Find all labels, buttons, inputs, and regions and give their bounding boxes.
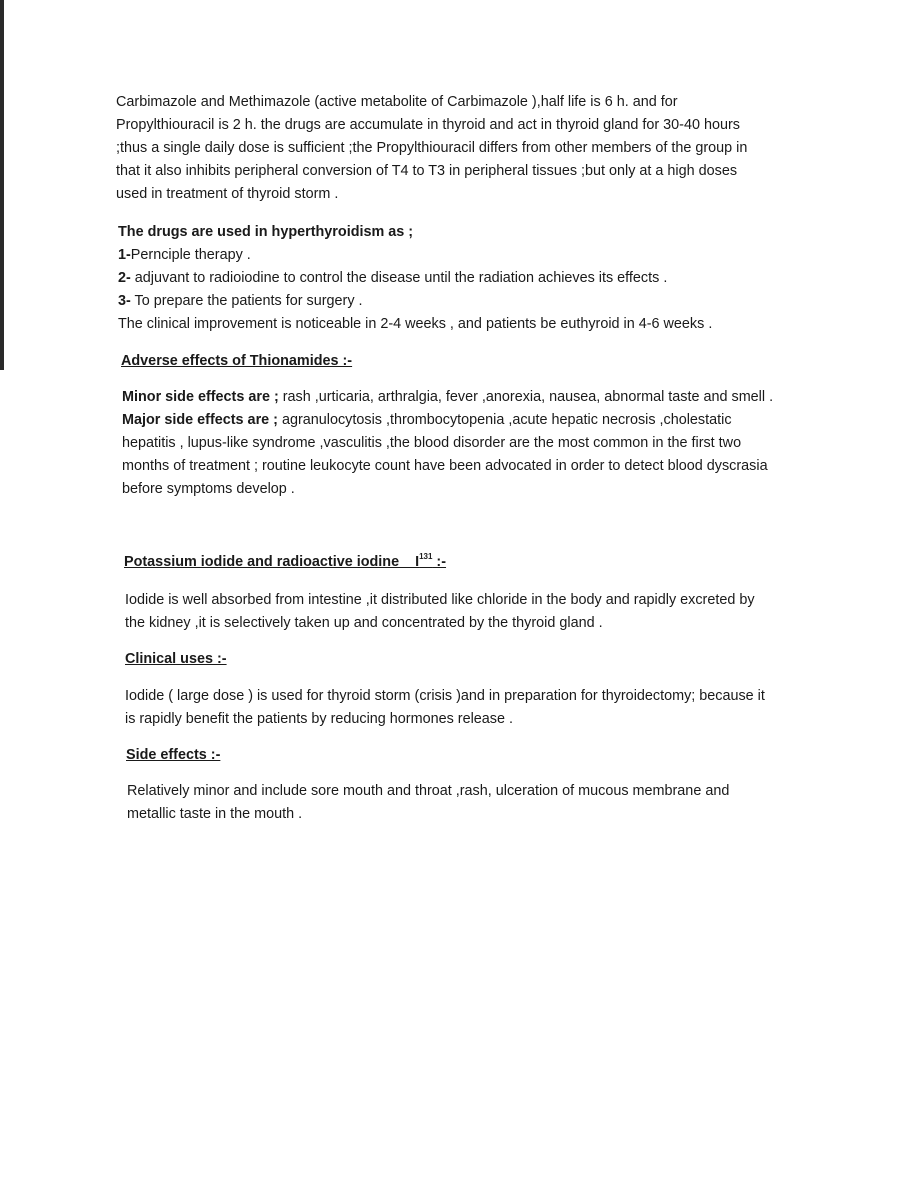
intro-line: Propylthiouracil is 2 h. the drugs are accumulate in thyroid and act in thyroid gland for 30-40 hours <box>116 117 740 133</box>
uses-note: The clinical improvement is noticeable in 2-4 weeks , and patients be euthyroid in 4-6 weeks . <box>118 316 713 332</box>
uses-item-number: 3- <box>118 293 131 309</box>
intro-line: Carbimazole and Methimazole (active metabolite of Carbimazole ),half life is 6 h. and for <box>116 94 678 110</box>
uses-item-text: To prepare the patients for surgery . <box>130 293 363 309</box>
intro-line: ;thus a single daily dose is sufficient ;the Propylthiouracil differs from other members of the group in <box>116 140 748 156</box>
iodide-heading-text: Potassium iodide and radioactive iodine I <box>124 554 420 570</box>
clinical-heading-block <box>125 648 227 671</box>
side-effects-line: Relatively minor and include sore mouth and throat ,rash, ulceration of mucous membrane and <box>127 783 730 799</box>
intro-paragraph <box>116 91 747 206</box>
major-effects-label: Major side effects are ; <box>122 412 278 428</box>
uses-heading: The drugs are used in hyperthyroidism as ; <box>118 224 414 240</box>
major-effects-text: agranulocytosis ,thrombocytopenia ,acute hepatic necrosis ,cholestatic <box>277 412 732 428</box>
side-effects-heading: Side effects :- <box>126 747 221 763</box>
uses-item <box>118 244 712 267</box>
major-effects-cont: hepatitis , lupus-like syndrome ,vasculitis ,the blood disorder are the most common in the first two <box>122 435 742 451</box>
side-effects-line: metallic taste in the mouth . <box>127 806 303 822</box>
iodide-heading-block <box>124 551 446 574</box>
minor-effects-line <box>122 386 773 409</box>
minor-effects-label: Minor side effects are ; <box>122 389 279 405</box>
uses-item-number: 1- <box>118 247 131 263</box>
uses-item-text: adjuvant to radioiodine to control the disease until the radiation achieves its effects . <box>130 270 668 286</box>
major-effects-cont: before symptoms develop . <box>122 481 295 497</box>
adverse-body <box>122 386 773 501</box>
uses-item <box>118 290 712 313</box>
iodide-line: the kidney ,it is selectively taken up and concentrated by the thyroid gland . <box>125 615 603 631</box>
side-effects-paragraph <box>127 780 729 826</box>
clinical-heading: Clinical uses :- <box>125 651 227 667</box>
uses-item-number: 2- <box>118 270 131 286</box>
major-effects-line <box>122 409 773 432</box>
side-effects-heading-block <box>126 744 220 767</box>
iodide-heading-suffix: :- <box>432 554 447 570</box>
iodide-paragraph <box>125 589 755 635</box>
clinical-line: is rapidly benefit the patients by reducing hormones release . <box>125 711 513 727</box>
iodide-isotope-number: 131 <box>419 552 433 562</box>
iodide-heading <box>124 551 446 574</box>
clinical-line: Iodide ( large dose ) is used for thyroid storm (crisis )and in preparation for thyroidectomy; because it <box>125 688 765 704</box>
iodide-line: Iodide is well absorbed from intestine ,it distributed like chloride in the body and rapidly excreted by <box>125 592 755 608</box>
uses-item <box>118 267 712 290</box>
uses-section <box>118 221 712 336</box>
clinical-paragraph <box>125 685 765 731</box>
intro-line: that it also inhibits peripheral conversion of T4 to T3 in peripheral tissues ;but only at a high doses <box>116 163 738 179</box>
adverse-heading: Adverse effects of Thionamides :- <box>121 353 353 369</box>
intro-line: used in treatment of thyroid storm . <box>116 186 339 202</box>
minor-effects-text: rash ,urticaria, arthralgia, fever ,anorexia, nausea, abnormal taste and smell . <box>278 389 774 405</box>
major-effects-cont: months of treatment ; routine leukocyte count have been advocated in order to detect blood dyscrasia <box>122 458 768 474</box>
uses-item-text: Pernciple therapy . <box>130 247 251 263</box>
adverse-heading-block <box>121 350 352 373</box>
